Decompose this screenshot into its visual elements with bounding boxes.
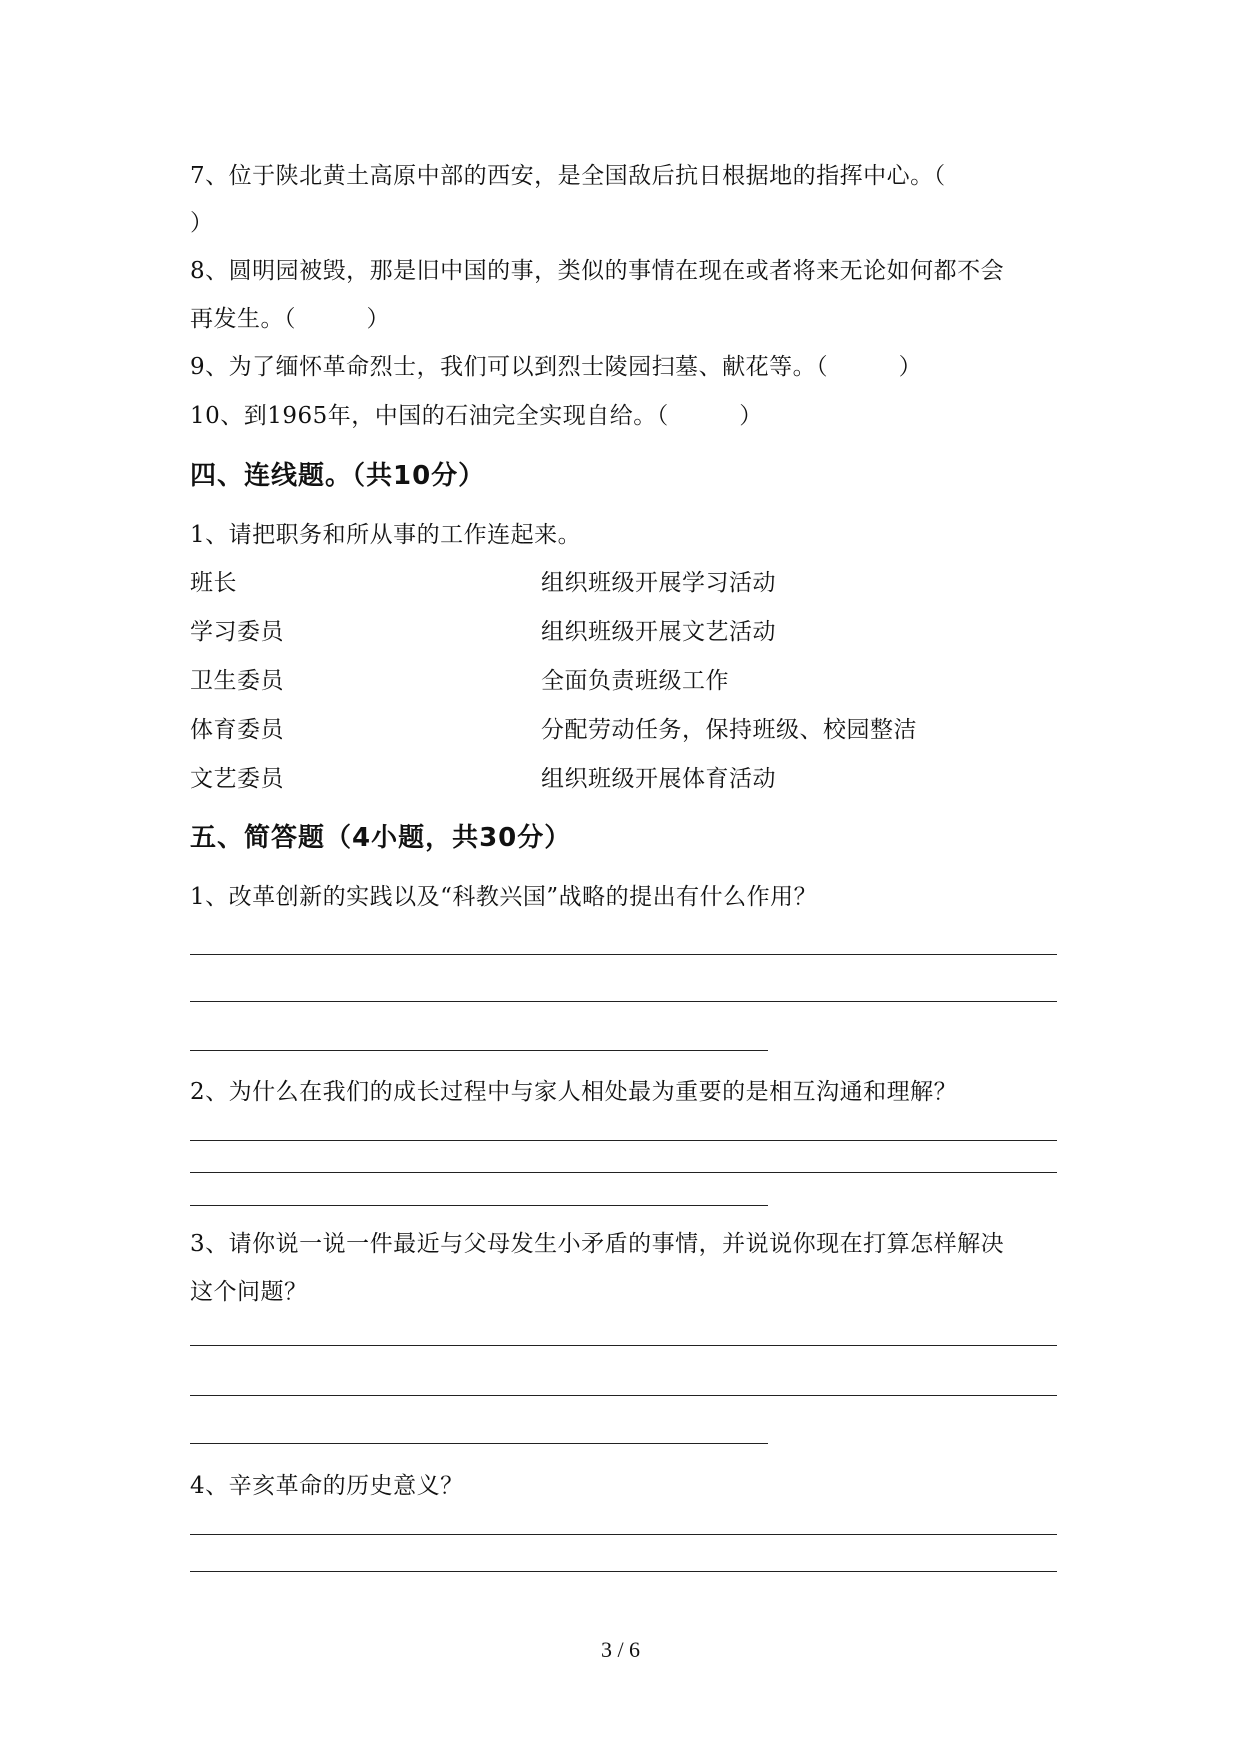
short-answer-question-2: 2、为什么在我们的成长过程中与家人相处最为重要的是相互沟通和理解？ [190,1079,958,1105]
matching-right-item: 组织班级开展学习活动 [541,570,776,596]
tf-question-8-line2: 再发生。（ ） [190,306,390,332]
short-answer-question-1: 1、改革创新的实践以及“科教兴国”战略的提出有什么作用？ [190,884,818,910]
answer-line [190,1571,1057,1572]
answer-line [190,1443,768,1444]
tf-question-8-line1: 8、圆明园被毁，那是旧中国的事，类似的事情在现在或者将来无论如何都不会 [190,258,1005,284]
matching-left-item: 班长 [190,570,237,596]
short-answer-question-4: 4、辛亥革命的历史意义？ [190,1473,464,1499]
tf-question-7-line1: 7、位于陕北黄土高原中部的西安，是全国敌后抗日根据地的指挥中心。（ [190,163,946,189]
answer-line [190,1140,1057,1141]
answer-line [190,1172,1057,1173]
matching-right-item: 组织班级开展体育活动 [541,766,776,792]
matching-left-item: 文艺委员 [190,766,284,792]
matching-right-item: 分配劳动任务，保持班级、校园整洁 [541,717,917,743]
answer-line [190,1534,1057,1535]
tf-question-9: 9、为了缅怀革命烈士，我们可以到烈士陵园扫墓、献花等。（ ） [190,354,923,380]
matching-instruction: 1、请把职务和所从事的工作连起来。 [190,522,582,548]
page-number: 3 / 6 [600,1637,641,1662]
answer-line [190,954,1057,955]
tf-question-10: 10、到1965年，中国的石油完全实现自给。（ ） [190,403,763,429]
answer-line [190,1001,1057,1002]
answer-line [190,1050,768,1051]
short-answer-question-3-line2: 这个问题？ [190,1279,308,1305]
short-answer-question-3-line1: 3、请你说一说一件最近与父母发生小矛盾的事情，并说说你现在打算怎样解决 [190,1231,1005,1257]
section-5-heading: 五、简答题（4小题，共30分） [190,823,572,853]
answer-line [190,1205,768,1206]
tf-question-7-line2: ） [190,210,214,236]
matching-left-item: 卫生委员 [190,668,284,694]
answer-line [190,1395,1057,1396]
matching-left-item: 学习委员 [190,619,284,645]
matching-right-item: 全面负责班级工作 [541,668,729,694]
matching-right-item: 组织班级开展文艺活动 [541,619,776,645]
matching-left-item: 体育委员 [190,717,284,743]
answer-line [190,1345,1057,1346]
section-4-heading: 四、连线题。（共10分） [190,461,486,491]
